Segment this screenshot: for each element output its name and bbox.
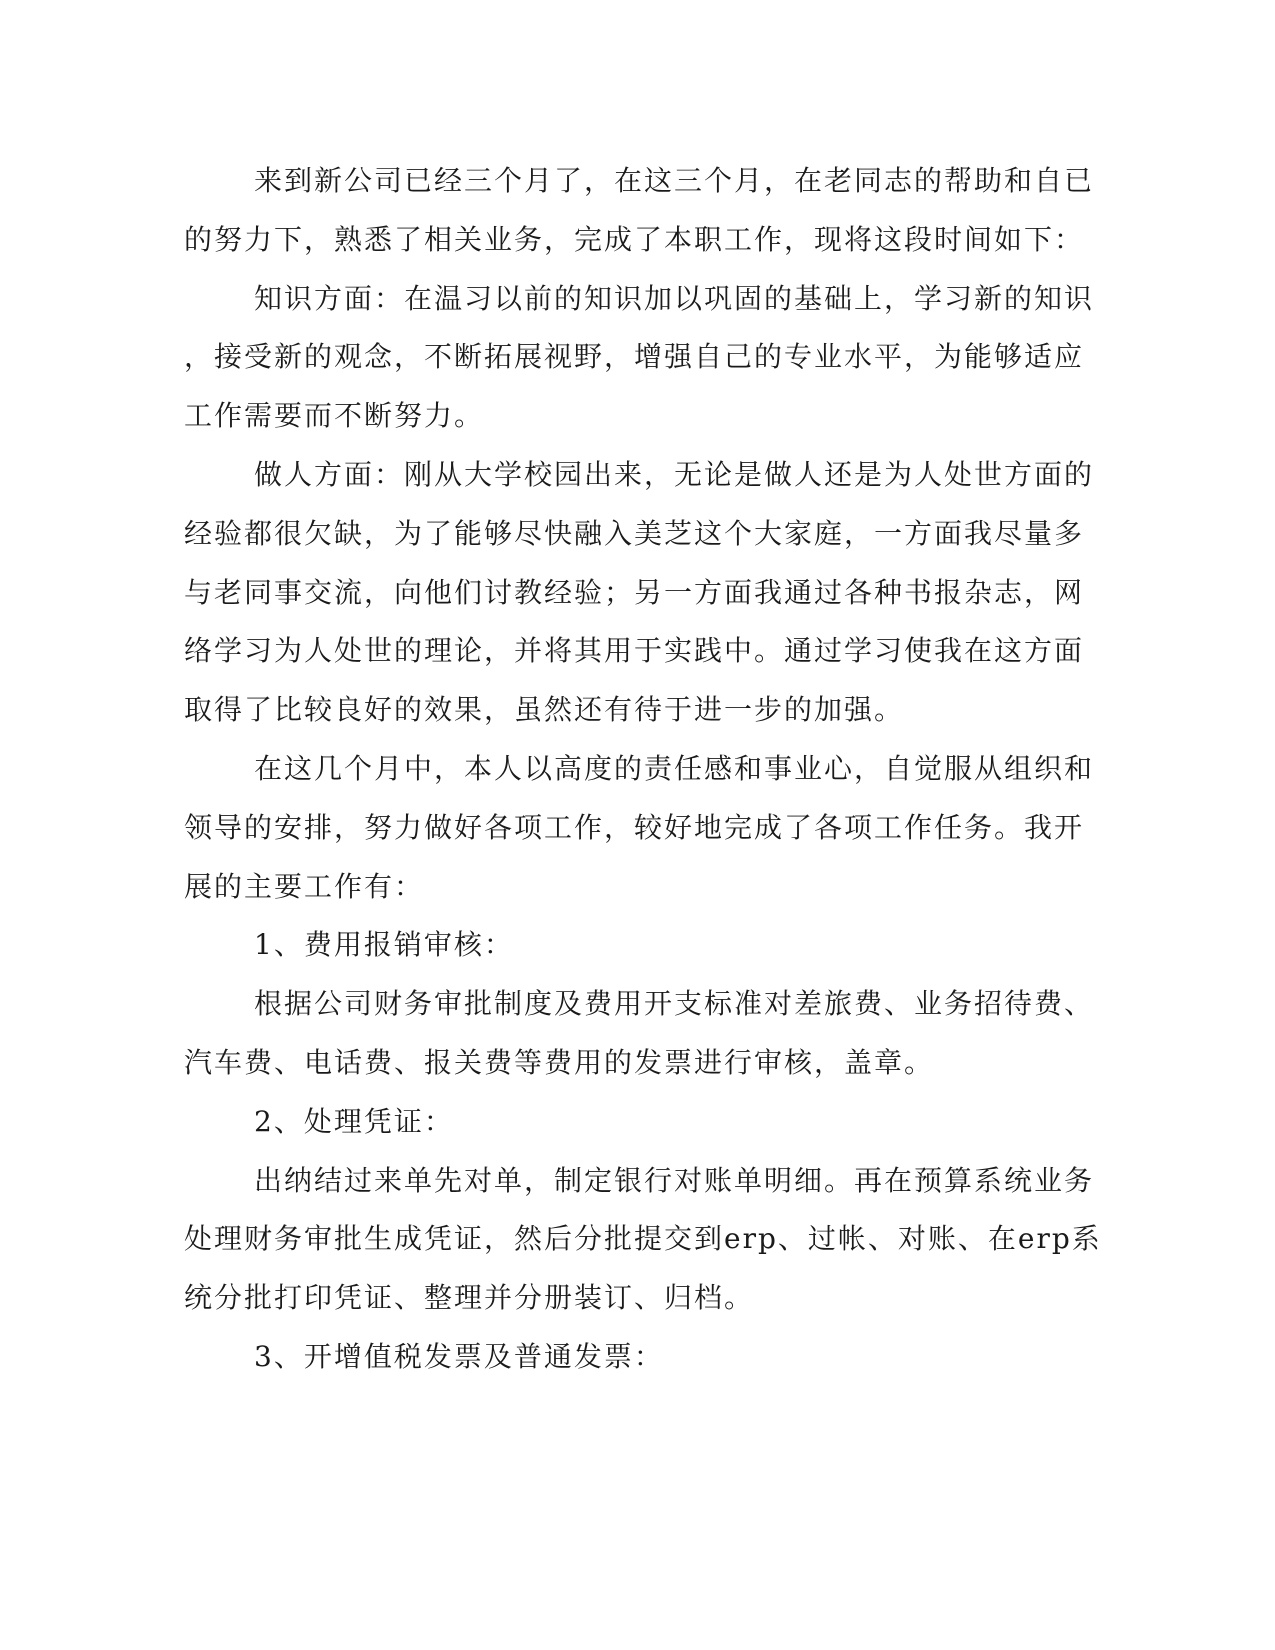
paragraph-line: 经验都很欠缺，为了能够尽快融入美芝这个大家庭，一方面我尽量多 xyxy=(184,516,1085,550)
paragraph-line: 处理财务审批生成凭证，然后分批提交到erp、过帐、对账、在erp系 xyxy=(184,1222,1102,1256)
section-heading: 3、开增值税发票及普通发票： xyxy=(254,1339,664,1373)
paragraph-line: 汽车费、电话费、报关费等费用的发票进行审核，盖章。 xyxy=(184,1045,935,1079)
paragraph-line: 展的主要工作有： xyxy=(184,869,425,903)
paragraph-line: ，接受新的观念，不断拓展视野，增强自己的专业水平，为能够适应 xyxy=(184,340,1085,374)
section-heading: 2、处理凭证： xyxy=(254,1104,454,1138)
paragraph-line: 出纳结过来单先对单，制定银行对账单明细。再在预算系统业务 xyxy=(254,1163,1095,1197)
paragraph-line: 知识方面：在温习以前的知识加以巩固的基础上，学习新的知识 xyxy=(254,281,1095,315)
paragraph-line: 络学习为人处世的理论，并将其用于实践中。通过学习使我在这方面 xyxy=(184,634,1085,668)
document-body xyxy=(184,152,1102,1387)
paragraph-line: 取得了比较良好的效果，虽然还有待于进一步的加强。 xyxy=(184,693,905,727)
section-heading: 1、费用报销审核： xyxy=(254,928,514,962)
paragraph-line: 在这几个月中，本人以高度的责任感和事业心，自觉服从组织和 xyxy=(254,751,1095,785)
paragraph-line: 根据公司财务审批制度及费用开支标准对差旅费、业务招待费、 xyxy=(254,987,1095,1021)
paragraph-line: 做人方面：刚从大学校园出来，无论是做人还是为人处世方面的 xyxy=(254,457,1095,491)
paragraph-line: 来到新公司已经三个月了，在这三个月，在老同志的帮助和自已 xyxy=(254,164,1095,197)
paragraph-line: 领导的安排，努力做好各项工作，较好地完成了各项工作任务。我开 xyxy=(184,810,1085,844)
paragraph-line: 工作需要而不断努力。 xyxy=(184,399,485,433)
paragraph-line: 与老同事交流，向他们讨教经验；另一方面我通过各种书报杂志，网 xyxy=(184,575,1085,609)
paragraph-line: 的努力下，熟悉了相关业务，完成了本职工作，现将这段时间如下： xyxy=(184,222,1085,256)
paragraph-line: 统分批打印凭证、整理并分册装订、归档。 xyxy=(184,1281,755,1315)
